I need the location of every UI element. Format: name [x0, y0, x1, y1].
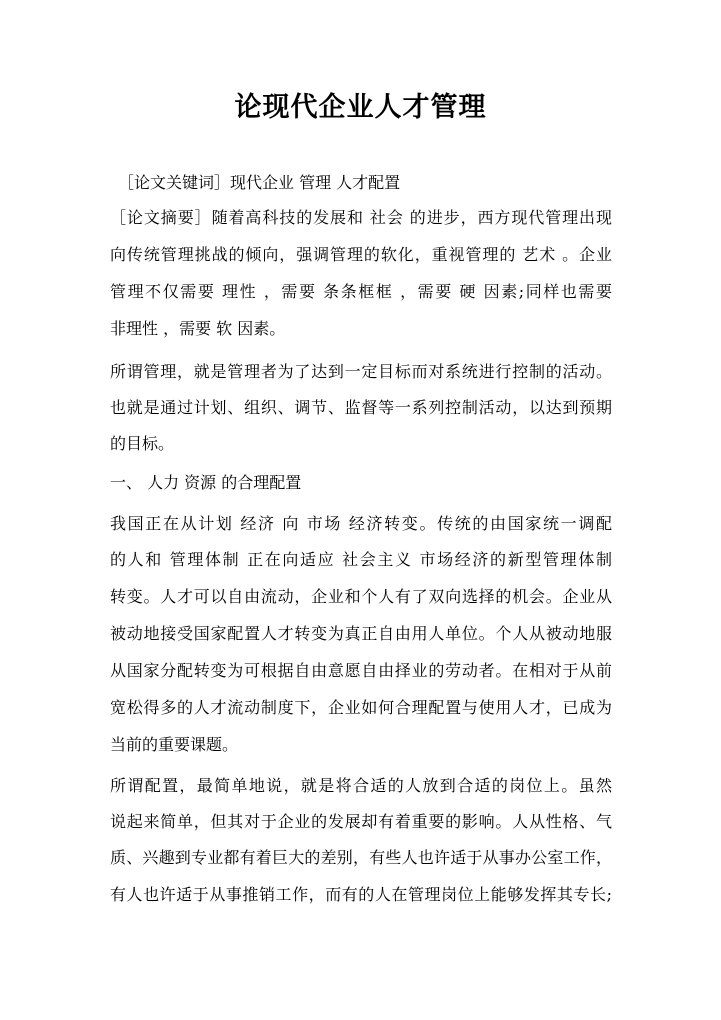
text-line: 宽松得多的人才流动制度下，企业如何合理配置与使用人才，已成为 [110, 698, 612, 717]
text-line: 所谓管理，就是管理者为了达到一定目标而对系统进行控制的活动。 [110, 362, 612, 381]
text-line: 的人和 管理体制 正在向适应 社会主义 市场经济的新型管理体制 [110, 550, 612, 569]
text-line: 所谓配置，最简单地说，就是将合适的人放到合适的岗位上。虽然 [110, 776, 612, 795]
text-line: 一、 人力 资源 的合理配置 [110, 473, 302, 492]
text-line: 从国家分配转变为可根据自由意愿自由择业的劳动者。在相对于从前 [110, 661, 612, 680]
keywords-line: ［论文关键词］现代企业 管理 人才配置 [118, 173, 401, 192]
text-line: 有人也许适于从事推销工作，而有的人在管理岗位上能够发挥其专长; [110, 885, 612, 904]
text-line: 被动地接受国家配置人才转变为真正自由用人单位。个人从被动地服 [110, 624, 612, 643]
text-line: 说起来简单，但其对于企业的发展却有着重要的影响。人从性格、气 [110, 812, 612, 831]
text-line: 我国正在从计划 经济 向 市场 经济转变。传统的由国家统一调配 [110, 514, 612, 533]
text-line: 的目标。 [110, 434, 175, 453]
text-line: 当前的重要课题。 [110, 735, 239, 754]
text-line: 质、兴趣到专业都有着巨大的差别，有些人也许适于从事办公室工作， [110, 848, 612, 867]
text-line: 转变。人才可以自由流动，企业和个人有了双向选择的机会。企业从 [110, 587, 612, 606]
document-title: 论现代企业人才管理 [234, 92, 487, 123]
text-line: 管理不仅需要 理性 ，需要 条条框框 ，需要 硬 因素;同样也需要 [110, 282, 612, 301]
text-line: 非理性 ，需要 软 因素。 [110, 319, 286, 338]
text-line: 也就是通过计划、组织、调节、监督等一系列控制活动，以达到预期 [110, 398, 612, 417]
text-line: 向传统管理挑战的倾向，强调管理的软化，重视管理的 艺术 。企业 [110, 245, 612, 264]
text-line: ［论文摘要］随着高科技的发展和 社会 的进步，西方现代管理出现 [110, 208, 612, 227]
